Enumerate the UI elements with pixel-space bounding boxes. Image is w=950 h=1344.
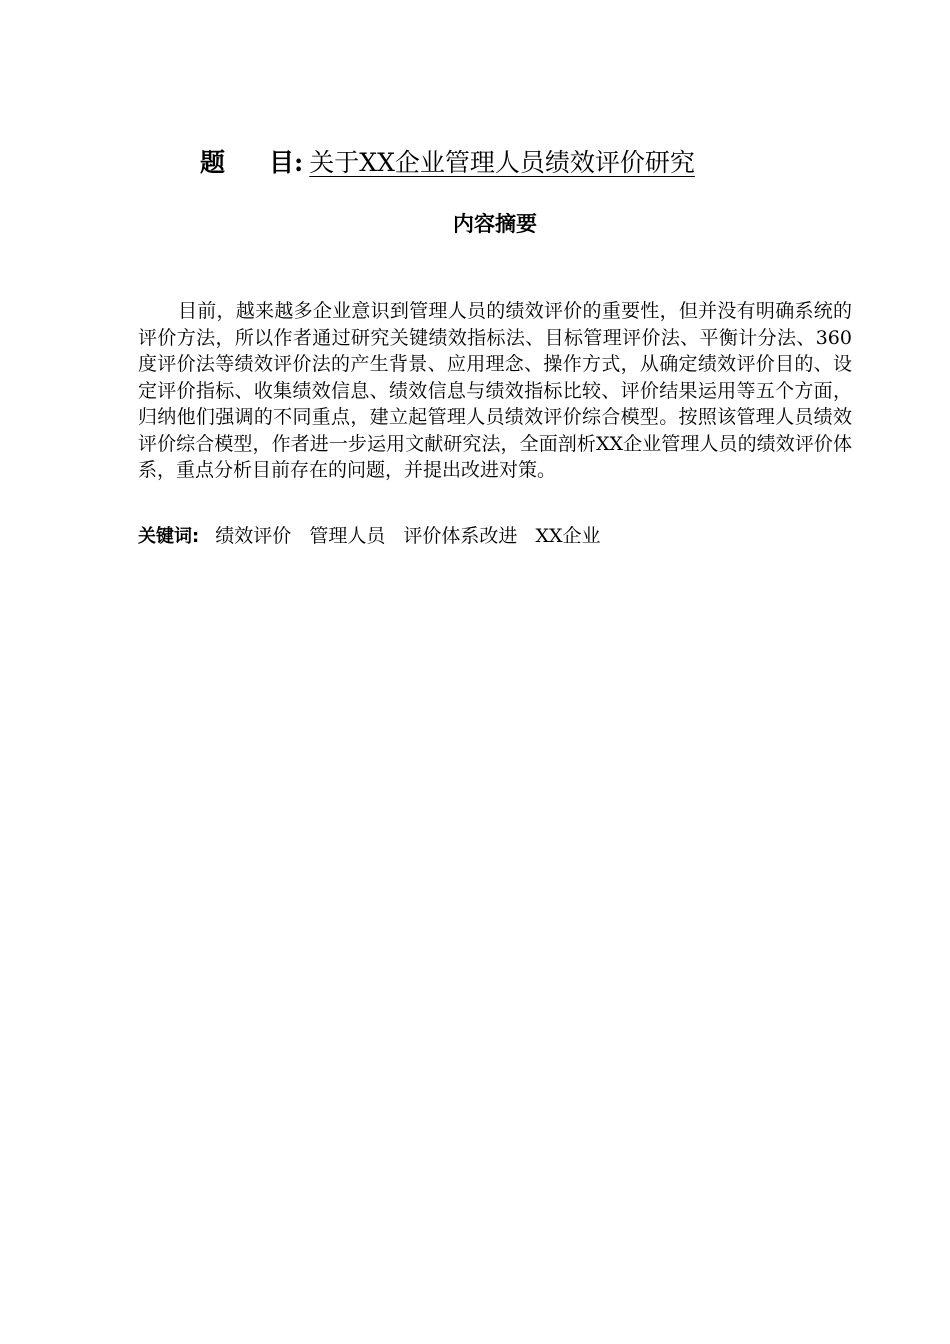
title-label-first: 题 xyxy=(200,148,226,177)
keyword-item: 评价体系改进 xyxy=(403,525,518,547)
keywords-label: 关键词: xyxy=(138,526,200,547)
thesis-title-line xyxy=(200,143,820,183)
thesis-title: 关于XX企业管理人员绩效评价研究 xyxy=(309,148,695,177)
keyword-item: 绩效评价 xyxy=(215,525,292,547)
abstract-heading: 内容摘要 xyxy=(453,212,537,236)
keyword-item: XX企业 xyxy=(535,525,601,547)
title-colon: : xyxy=(294,148,304,177)
title-label-second: 目 xyxy=(269,148,295,177)
abstract-body: 目前，越来越多企业意识到管理人员的绩效评价的重要性，但并没有明确系统的评价方法，所以作者通过研究关键绩效指标法、目标管理评价法、平衡计分法、360度评价法等绩效评价法的产生背景、应用理念、操作方式，从确定绩效评价目的、设定评价指标、收集绩效信息、绩效信息与绩效指标比较、评价结果运用等五个方面，归纳他们强调的不同重点，建立起管理人员绩效评价综合模型。按照该管理人员绩效评价综合模型，作者进一步运用文献研究法，全面剖析XX企业管理人员的绩效评价体系，重点分析目前存在的问题，并提出改进对策。 xyxy=(138,300,852,481)
title-label xyxy=(200,143,294,183)
keywords-line xyxy=(138,522,852,551)
keyword-item: 管理人员 xyxy=(309,525,386,547)
